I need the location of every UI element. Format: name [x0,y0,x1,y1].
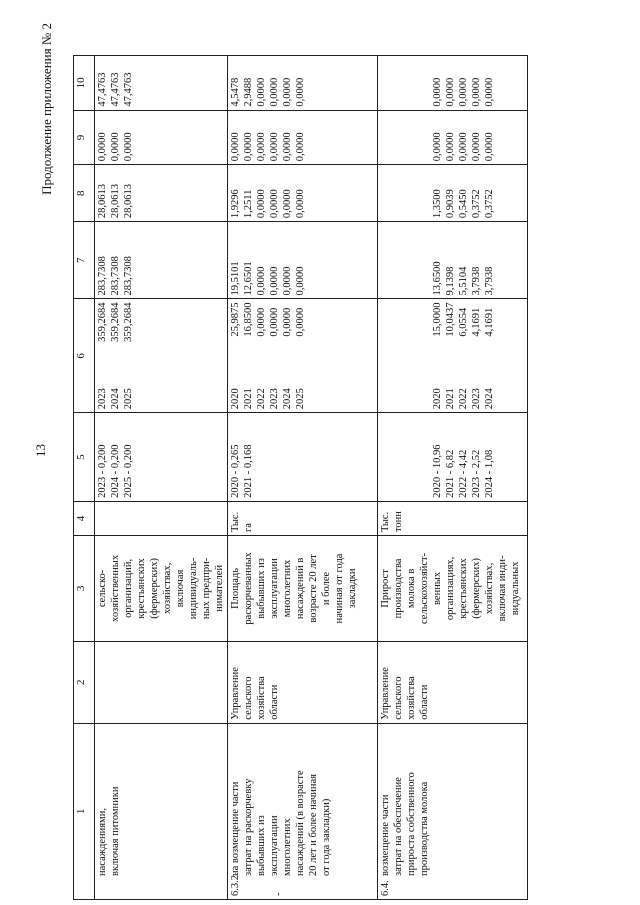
row-b-fed [229,225,307,295]
cell-value: 0,0000 [282,307,293,337]
cell-value: 0,3752 [471,189,482,219]
row-c-col3 [378,536,528,642]
cell-value: 12,6501 [243,261,254,296]
row-c-reg [431,168,496,218]
row-b-col3 [228,536,378,642]
row-c-col1 [378,723,528,899]
cell-value: 0,0000 [282,189,293,219]
cell-value: 2021 - 0,168 [243,444,254,498]
cell-value: 2024 [484,388,495,410]
cell-value: 4,1691 [484,307,495,337]
cell-value: 10,0437 [445,302,456,337]
row-c-col2 [378,641,528,723]
appendix-heading: Продолжение приложения № 2 [39,23,54,195]
row-a-col3 [95,536,228,642]
col-header: 7 [74,222,95,299]
row-b-ext [229,59,307,107]
row-b-unit: Тыс. га [230,511,254,533]
row-a-years [96,388,135,409]
cell-value: 47,4763 [97,72,108,107]
cell-value: 0,0000 [282,266,293,296]
cell-value: 47,4763 [110,72,121,107]
row-b-col5 [228,413,378,502]
cell-value: 0,0000 [295,189,306,219]
cell-value: 0,0000 [295,266,306,296]
row-b-indicator: Площадь раскорчеванных выбывших из эксплуатации многолетних насаждений в возрасте 20 лет и более начиная от года закладки [230,552,358,625]
row-c-unit: Тыс. тонн [380,511,404,533]
cell-value: 0,0000 [269,266,280,296]
cell-value: 0,0000 [295,307,306,337]
row-b-dash: - [273,892,284,896]
row-b-col8 [228,165,378,222]
cell-value: 0,0000 [269,132,280,162]
row-b-col10 [228,56,378,111]
cell-value: 2022 [256,388,267,410]
row-a-col6 [95,299,228,413]
cell-value: 283,7308 [97,256,108,296]
cell-value: 0,0000 [97,132,108,162]
cell-value: 0,0000 [243,132,254,162]
cell-value: 15,0000 [432,302,443,337]
cell-value: 28,0613 [123,184,134,219]
row-a-col7 [95,222,228,299]
col-header: 3 [74,536,95,642]
cell-value: 0,0000 [230,132,241,162]
row-b-col1 [228,723,378,899]
cell-value: 359,2684 [110,302,121,342]
row-a-col10 [95,56,228,111]
cell-value: 0,0000 [432,132,443,162]
cell-value: 2022 [458,388,469,410]
row-b-executor: Управление сельского хозяйства области [230,667,280,720]
row-b-reg [229,168,307,218]
cell-value: 2020 [230,388,241,410]
cell-value: 13,6500 [432,261,443,296]
cell-value: 0,0000 [295,132,306,162]
cell-value: 1,3500 [432,189,443,219]
col-header: 4 [74,501,95,535]
cell-value: 6,0554 [458,307,469,337]
cell-value: 2023 [471,388,482,410]
cell-value: 0,0000 [269,307,280,337]
cell-value: 47,4763 [123,72,134,107]
cell-value: 0,0000 [458,77,469,107]
row-b-targets [229,416,255,498]
cell-value: 0,0000 [256,307,267,337]
cell-value: 283,7308 [110,256,121,296]
cell-value: 2025 [123,388,134,410]
row-a-reg [96,168,135,218]
row-b-col2 [228,641,378,723]
col-header: 8 [74,165,95,222]
row-c-fed [431,225,496,295]
cell-value: 0,0000 [256,77,267,107]
row-c-loc [431,114,496,162]
cell-value: 0,0000 [256,266,267,296]
row-c-col10 [378,56,528,111]
cell-value: 2023 [97,388,108,410]
row-a-indicator: сельско- хозяйственных организаций, крестьянских (фермерских) хозяйствах, включая индивидуаль- ных предпри- нимателей [97,554,225,622]
row-a-col4 [95,501,228,535]
row-a-loc [96,114,135,162]
cell-value: 0,0000 [295,77,306,107]
cell-value: 2023 [269,388,280,410]
row-b-loc [229,114,307,162]
cell-value: 1,2511 [243,189,254,219]
cell-value: 0,0000 [282,77,293,107]
cell-value: 0,0000 [269,77,280,107]
cell-value: 0,0000 [123,132,134,162]
cell-value: 9,1398 [445,266,456,296]
cell-value: 16,8500 [243,302,254,337]
cell-value: 28,0613 [97,184,108,219]
table-row [95,56,228,900]
row-c-col5 [378,413,528,502]
cell-value: 4,1691 [471,307,482,337]
cell-value: 3,7938 [484,266,495,296]
row-b-col9 [228,110,378,165]
row-b-col6 [228,299,378,413]
cell-value: 2021 - 6,82 [445,449,456,498]
cell-value: 2025 - 0,200 [123,444,134,498]
row-a-col1 [95,723,228,899]
cell-value: 25,9875 [230,302,241,337]
cell-value: 4,5478 [230,77,241,107]
cell-value: 0,0000 [471,132,482,162]
row-c-col8 [378,165,528,222]
cell-value: 0,0000 [484,77,495,107]
row-b-number-col [229,872,333,896]
row-c-col4 [378,501,528,535]
cell-value: 359,2684 [123,302,134,342]
row-a-targets [96,416,135,498]
cell-value: 3,7938 [471,266,482,296]
row-a-fed [96,225,135,295]
row-c-col6 [378,299,528,413]
row-a-col5 [95,413,228,502]
table-row [228,56,378,900]
col-header: 5 [74,413,95,502]
cell-value: 2,9488 [243,77,254,107]
cell-value: 2025 [295,388,306,410]
row-a-col8 [95,165,228,222]
row-c-col7 [378,222,528,299]
cell-value: 283,7308 [123,256,134,296]
cell-value: 2024 - 1,08 [484,449,495,498]
cell-value: 2023 - 2,52 [471,449,482,498]
row-c-description: возмещение части затрат на обеспечение прироста собственного производства молока [380,772,430,876]
cell-value: 28,0613 [110,184,121,219]
row-b-col4 [228,501,378,535]
row-c-col9 [378,110,528,165]
cell-value: 2022 - 4,42 [458,449,469,498]
cell-value: 0,0000 [432,77,443,107]
cell-value: 5,5104 [458,266,469,296]
row-c-years [431,388,496,409]
col-header: 1 [74,723,95,899]
cell-value: 2021 [445,388,456,410]
row-c-executor: Управление сельского хозяйства области [380,667,430,720]
col-header: 10 [74,56,95,111]
cell-value: 0,0000 [269,189,280,219]
cell-value: 0,0000 [445,77,456,107]
page-number: 13 [33,444,48,457]
cell-value: 359,2684 [97,302,108,342]
cell-value: 2020 - 0,265 [230,444,241,498]
row-b-col7 [228,222,378,299]
header-row [74,56,95,900]
row-b-years [229,388,307,409]
cell-value: 0,0000 [445,132,456,162]
row-a-description: насаждениями, включая питомники [97,786,121,876]
row-a-ext [96,59,135,107]
cell-value: 2020 - 10,96 [432,444,443,498]
cell-value: 0,0000 [484,132,495,162]
row-c-targets [431,416,496,498]
cell-value: 2024 - 0,200 [110,444,121,498]
row-c-ext [431,59,496,107]
cell-value: 2020 [432,388,443,410]
cell-value: 19,5101 [230,261,241,296]
table-row [378,56,528,900]
cell-value: 0,0000 [256,189,267,219]
row-c-indicator: Прирост производства молока в сельскохозяйст- венных организациях, крестьянских (фермерских) хозяйствах, включая инди- видуальных [380,552,521,624]
cell-value: 0,0000 [110,132,121,162]
program-table [73,55,528,900]
cell-value: 0,0000 [458,132,469,162]
cell-value: 2024 [282,388,293,410]
row-b-description: на возмещение части затрат на раскорчевку выбывших из эксплуатации многолетних насаждений (в возрасте 20 лет и более начиная от года закладки) [230,770,332,876]
cell-value: 0,0000 [471,77,482,107]
row-a-totals [96,302,135,341]
row-a-col2 [95,641,228,723]
col-header: 2 [74,641,95,723]
row-b-number: 6.3.2. [230,872,241,896]
cell-value: 2021 [243,388,254,410]
row-b-totals [229,302,307,336]
row-c-totals [431,302,496,336]
cell-value: 1,9296 [230,189,241,219]
row-c-number: 6.4. [380,880,391,896]
cell-value: 0,9039 [445,189,456,219]
cell-value: 2024 [110,388,121,410]
cell-value: 0,0000 [256,132,267,162]
col-header: 6 [74,299,95,413]
cell-value: 0,5450 [458,189,469,219]
cell-value: 0,3752 [484,189,495,219]
col-header: 9 [74,110,95,165]
row-a-col9 [95,110,228,165]
cell-value: 2023 - 0,200 [97,444,108,498]
cell-value: 0,0000 [282,132,293,162]
